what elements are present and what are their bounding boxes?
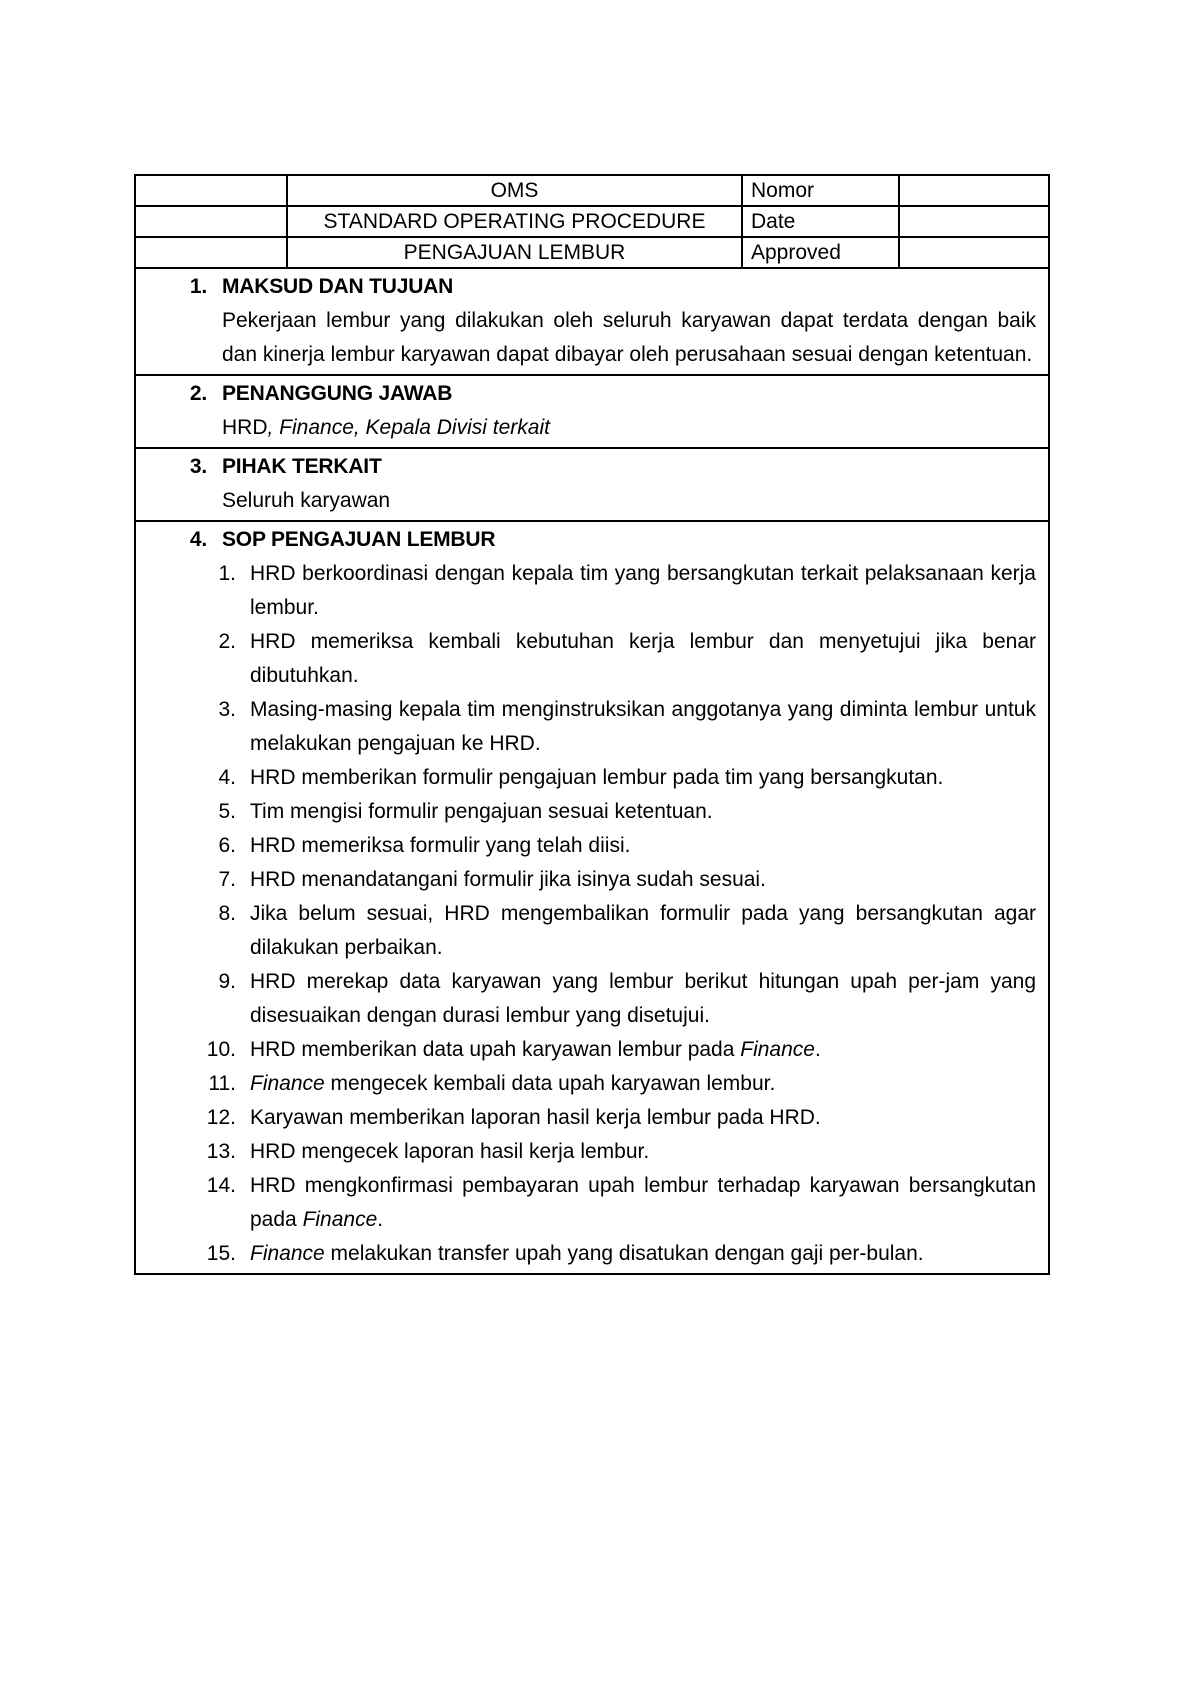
section-number: 1. bbox=[189, 275, 207, 298]
step-text-suffix: mengecek kembali data upah karyawan lembur. bbox=[324, 1072, 776, 1095]
steps-list bbox=[192, 557, 1036, 1271]
section-cell bbox=[135, 268, 1049, 375]
logo-cell bbox=[135, 206, 287, 237]
section-heading bbox=[164, 523, 1036, 557]
step-text-plain: HRD memeriksa kembali kebutuhan kerja lembur dan menyetujui jika benar dibutuhkan. bbox=[250, 630, 1036, 687]
step-number: 13. bbox=[206, 1140, 236, 1163]
step-text-suffix: . bbox=[377, 1208, 384, 1231]
step-text bbox=[250, 1237, 1036, 1271]
section-body: Seluruh karyawan bbox=[222, 489, 391, 512]
step-text-italic: Finance bbox=[250, 1242, 325, 1265]
section-maksud bbox=[135, 268, 1049, 375]
step-item bbox=[192, 863, 1036, 897]
section-title: MAKSUD DAN TUJUAN bbox=[222, 275, 454, 298]
header-value-approved bbox=[899, 237, 1049, 268]
section-cell bbox=[135, 375, 1049, 448]
header-row-oms bbox=[135, 175, 1049, 206]
step-item bbox=[192, 965, 1036, 1033]
step-number: 14. bbox=[206, 1174, 236, 1197]
section-body: Pekerjaan lembur yang dilakukan oleh seluruh karyawan dapat terdata dengan baik dan kinerja lembur karyawan dapat dibayar oleh perusahaan sesuai dengan ketentuan. bbox=[222, 309, 1036, 366]
step-number: 2. bbox=[218, 630, 236, 653]
step-text-plain: HRD memberikan data upah karyawan lembur pada bbox=[250, 1038, 741, 1061]
step-number: 1. bbox=[218, 562, 236, 585]
step-text-suffix: melakukan transfer upah yang disatukan dengan gaji per-bulan. bbox=[324, 1242, 924, 1265]
section-heading bbox=[164, 270, 1036, 304]
header-value-nomor bbox=[899, 175, 1049, 206]
step-text-plain: HRD mengecek laporan hasil kerja lembur. bbox=[250, 1140, 650, 1163]
step-item bbox=[192, 1033, 1036, 1067]
step-text bbox=[250, 795, 1036, 829]
step-item bbox=[192, 557, 1036, 625]
header-title-oms: OMS bbox=[287, 175, 742, 206]
step-text bbox=[250, 863, 1036, 897]
section-penanggung-jawab bbox=[135, 375, 1049, 448]
step-text bbox=[250, 829, 1036, 863]
step-text-italic: Finance bbox=[302, 1208, 378, 1231]
header-label-nomor: Nomor bbox=[742, 175, 899, 206]
step-number: 11. bbox=[208, 1072, 236, 1095]
step-text bbox=[250, 1135, 1036, 1169]
step-text-italic: Finance bbox=[250, 1072, 325, 1095]
step-text-suffix: . bbox=[814, 1038, 821, 1061]
logo-cell bbox=[135, 237, 287, 268]
header-label-date: Date bbox=[742, 206, 899, 237]
section-cell bbox=[135, 448, 1049, 521]
step-item bbox=[192, 1237, 1036, 1271]
step-item bbox=[192, 829, 1036, 863]
logo-cell bbox=[135, 175, 287, 206]
sop-document-table bbox=[134, 174, 1050, 1275]
section-pihak-terkait bbox=[135, 448, 1049, 521]
step-item bbox=[192, 897, 1036, 965]
step-text-plain: HRD berkoordinasi dengan kepala tim yang bersangkutan terkait pelaksanaan kerja lembur. bbox=[250, 562, 1036, 619]
section-heading bbox=[164, 450, 1036, 484]
step-number: 12. bbox=[206, 1106, 236, 1129]
header-title-lembur: PENGAJUAN LEMBUR bbox=[287, 237, 742, 268]
step-text bbox=[250, 557, 1036, 625]
header-value-date bbox=[899, 206, 1049, 237]
section-body bbox=[164, 411, 1036, 445]
step-item bbox=[192, 795, 1036, 829]
step-number: 10. bbox=[206, 1038, 236, 1061]
step-item bbox=[192, 1169, 1036, 1237]
step-item bbox=[192, 625, 1036, 693]
step-item bbox=[192, 1101, 1036, 1135]
step-number: 8. bbox=[218, 902, 236, 925]
header-row-lembur bbox=[135, 237, 1049, 268]
header-title-sop: STANDARD OPERATING PROCEDURE bbox=[287, 206, 742, 237]
section-number: 2. bbox=[189, 382, 207, 405]
step-text bbox=[250, 761, 1036, 795]
steps-container bbox=[164, 557, 1036, 1271]
step-text-plain: Tim mengisi formulir pengajuan sesuai ketentuan. bbox=[250, 800, 713, 823]
step-text-plain: Masing-masing kepala tim menginstruksikan anggotanya yang diminta lembur untuk melakukan pengajuan ke HRD. bbox=[250, 698, 1036, 755]
section-body-plain: HRD bbox=[222, 416, 268, 439]
step-text bbox=[250, 625, 1036, 693]
step-number: 15. bbox=[206, 1242, 236, 1265]
step-item bbox=[192, 761, 1036, 795]
step-item bbox=[192, 1135, 1036, 1169]
section-title: SOP PENGAJUAN LEMBUR bbox=[222, 528, 496, 551]
step-text-plain: Jika belum sesuai, HRD mengembalikan formulir pada yang bersangkutan agar dilakukan perbaikan. bbox=[250, 902, 1036, 959]
step-text-plain: HRD menandatangani formulir jika isinya sudah sesuai. bbox=[250, 868, 766, 891]
section-number: 4. bbox=[189, 528, 207, 551]
step-text bbox=[250, 1033, 1036, 1067]
step-number: 6. bbox=[218, 834, 236, 857]
section-cell bbox=[135, 521, 1049, 1274]
section-body-italic: , Finance, Kepala Divisi terkait bbox=[267, 416, 550, 439]
section-sop-pengajuan bbox=[135, 521, 1049, 1274]
step-item bbox=[192, 693, 1036, 761]
step-text bbox=[250, 1169, 1036, 1237]
step-item bbox=[192, 1067, 1036, 1101]
step-text-plain: HRD merekap data karyawan yang lembur berikut hitungan upah per-jam yang disesuaikan dengan durasi lembur yang disetujui. bbox=[250, 970, 1036, 1027]
step-number: 7. bbox=[218, 868, 236, 891]
step-text bbox=[250, 1067, 1036, 1101]
step-text bbox=[250, 897, 1036, 965]
step-number: 4. bbox=[218, 766, 236, 789]
step-text-plain: HRD mengkonfirmasi pembayaran upah lembur terhadap karyawan bersangkutan pada bbox=[250, 1174, 1036, 1231]
step-text-italic: Finance bbox=[740, 1038, 815, 1061]
header-row-sop bbox=[135, 206, 1049, 237]
section-title: PENANGGUNG JAWAB bbox=[222, 382, 453, 405]
step-number: 3. bbox=[218, 698, 236, 721]
step-number: 5. bbox=[218, 800, 236, 823]
step-text-plain: HRD memeriksa formulir yang telah diisi. bbox=[250, 834, 631, 857]
section-heading bbox=[164, 377, 1036, 411]
header-label-approved: Approved bbox=[742, 237, 899, 268]
step-text-plain: HRD memberikan formulir pengajuan lembur pada tim yang bersangkutan. bbox=[250, 766, 944, 789]
step-text-plain: Karyawan memberikan laporan hasil kerja lembur pada HRD. bbox=[250, 1106, 821, 1129]
section-number: 3. bbox=[189, 455, 207, 478]
section-title: PIHAK TERKAIT bbox=[222, 455, 382, 478]
step-number: 9. bbox=[218, 970, 236, 993]
step-text bbox=[250, 693, 1036, 761]
step-text bbox=[250, 1101, 1036, 1135]
step-text bbox=[250, 965, 1036, 1033]
